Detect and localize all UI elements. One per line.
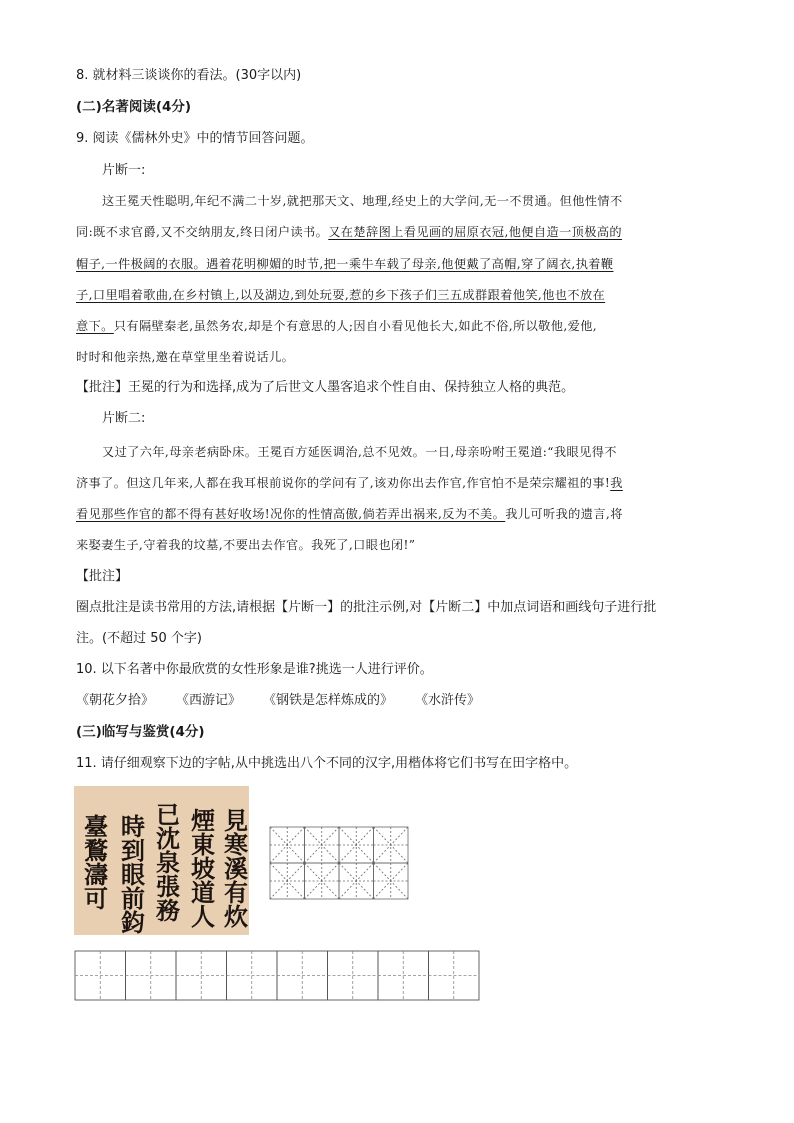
tian-grid-cells (75, 951, 479, 1000)
passage-2-line-2 (76, 474, 623, 492)
mi-grid-cell (339, 863, 374, 899)
fragment-2-label: 片断二: (102, 411, 146, 426)
underlined-sentence: 我 (610, 476, 623, 490)
passage-2-line-1: 又过了六年,母亲老病卧床。王冕百方延医调治,总不见效。一日,母亲吩咐王冕道:“我眼见得不 (102, 445, 617, 459)
tian-grid-cell (277, 951, 328, 1000)
passage-2-line-3 (76, 505, 623, 523)
mi-grid-cells (270, 827, 408, 899)
passage-1-line-4: 子,口里唱着歌曲,在乡村镇上,以及湖边,到处玩耍,惹的乡下孩子们三五成群跟着他笑,他也不放在 (76, 288, 606, 302)
passage-2-line-4: 来娶妻生子,守着我的坟墓,不要出去作官。我死了,口眼也闭!” (76, 538, 416, 552)
tian-grid-cell (328, 951, 379, 1000)
tian-grid-cell (176, 951, 227, 1000)
mi-grid-cell (339, 827, 374, 863)
passage-1-line-1: 这王冕天性聪明,年纪不满二十岁,就把那天文、地理,经史上的大学问,无一不贯通。但他性情不 (102, 194, 623, 208)
mi-grid-cell (374, 827, 409, 863)
calligraphy-column: 臺鶩濤可 (79, 814, 109, 910)
book-list (76, 692, 480, 710)
section-3-heading: (三)临写与鉴赏(4分) (76, 724, 205, 740)
annotation-label: 【批注】 (76, 569, 129, 584)
passage-1-plain: 只有隔壁秦老,虽然务农,却是个有意思的人;因自小看见他长大,如此不俗,所以敬他,爱他, (113, 319, 598, 333)
calligraphy-column: 煙東坡道人 (186, 808, 216, 928)
annotation-example: 【批注】王冕的行为和选择,成为了后世文人墨客追求个性自由、保持独立人格的典范。 (76, 380, 575, 395)
passage-1-line-5 (76, 317, 597, 335)
instruction-line-1: 圈点批注是读书常用的方法,请根据【片断一】的批注示例,对【片断二】中加点词语和画线句子进行批 (76, 600, 657, 615)
question-11: 11. 请仔细观察下边的字帖,从中挑选出八个不同的汉字,用楷体将它们书写在田字格中。 (76, 756, 578, 771)
mi-grid-cell (270, 863, 305, 899)
calligraphy-column: 已沈泉張務 (151, 802, 181, 922)
underlined-sentence: 又在楚辞图上看见画的屈原衣冠,他便自造一顶极高的 (328, 225, 623, 239)
section-2-heading: (二)名著阅读(4分) (76, 99, 192, 115)
tian-grid-cell (126, 951, 177, 1000)
mi-grid-cell (305, 827, 340, 863)
calligraphy-copybook-image (74, 786, 249, 935)
tian-grid-cell (429, 951, 480, 1000)
instruction-line-2: 注。(不超过 50 个字) (76, 631, 202, 646)
book-item: 《水浒传》 (415, 693, 481, 708)
book-item: 《西游记》 (176, 693, 242, 708)
tian-grid-cell (227, 951, 278, 1000)
mi-grid-cell (305, 863, 340, 899)
passage-2-plain: 济事了。但这几年来,人都在我耳根前说你的学问有了,该劝你出去作官,作官怕不是荣宗耀祖的事! (76, 476, 611, 490)
mi-grid-cell (270, 827, 305, 863)
question-10: 10. 以下名著中你最欣赏的女性形象是谁?挑选一人进行评价。 (76, 662, 433, 677)
tian-grid-cell (75, 951, 126, 1000)
passage-2-plain: 我儿可听我的遗言,将 (505, 507, 623, 521)
mi-grid-practice (269, 826, 409, 900)
passage-1-plain: 同:既不求官爵,又不交纳朋友,终日闭户读书。 (76, 225, 329, 239)
underlined-sentence-end: 意下。 (76, 319, 114, 333)
passage-1-line-2 (76, 223, 622, 241)
calligraphy-column: 時到眼前鈞 (116, 814, 146, 934)
book-item: 《钢铁是怎样炼成的》 (263, 693, 394, 708)
calligraphy-column: 見寒溪有炊 (219, 808, 249, 928)
question-9: 9. 阅读《儒林外史》中的情节回答问题。 (76, 131, 314, 146)
tian-grid-cell (378, 951, 429, 1000)
fragment-1-label: 片断一: (102, 163, 146, 178)
passage-1-line-6: 时时和他亲热,邀在草堂里坐着说话儿。 (76, 350, 295, 364)
question-8: 8. 就材料三谈谈你的看法。(30字以内) (76, 68, 302, 83)
tian-grid-answer-boxes[interactable] (74, 950, 480, 1001)
book-item: 《朝花夕拾》 (76, 693, 155, 708)
mi-grid-cell (374, 863, 409, 899)
passage-1-line-3: 帽子,一件极阔的衣服。遇着花明柳媚的时节,把一乘牛车载了母亲,他便戴了高帽,穿了阔衣,执着鞭 (76, 257, 614, 271)
underlined-sentence-end: 看见那些作官的都不得有甚好收场!况你的性情高傲,倘若弄出祸来,反为不美。 (76, 507, 506, 521)
